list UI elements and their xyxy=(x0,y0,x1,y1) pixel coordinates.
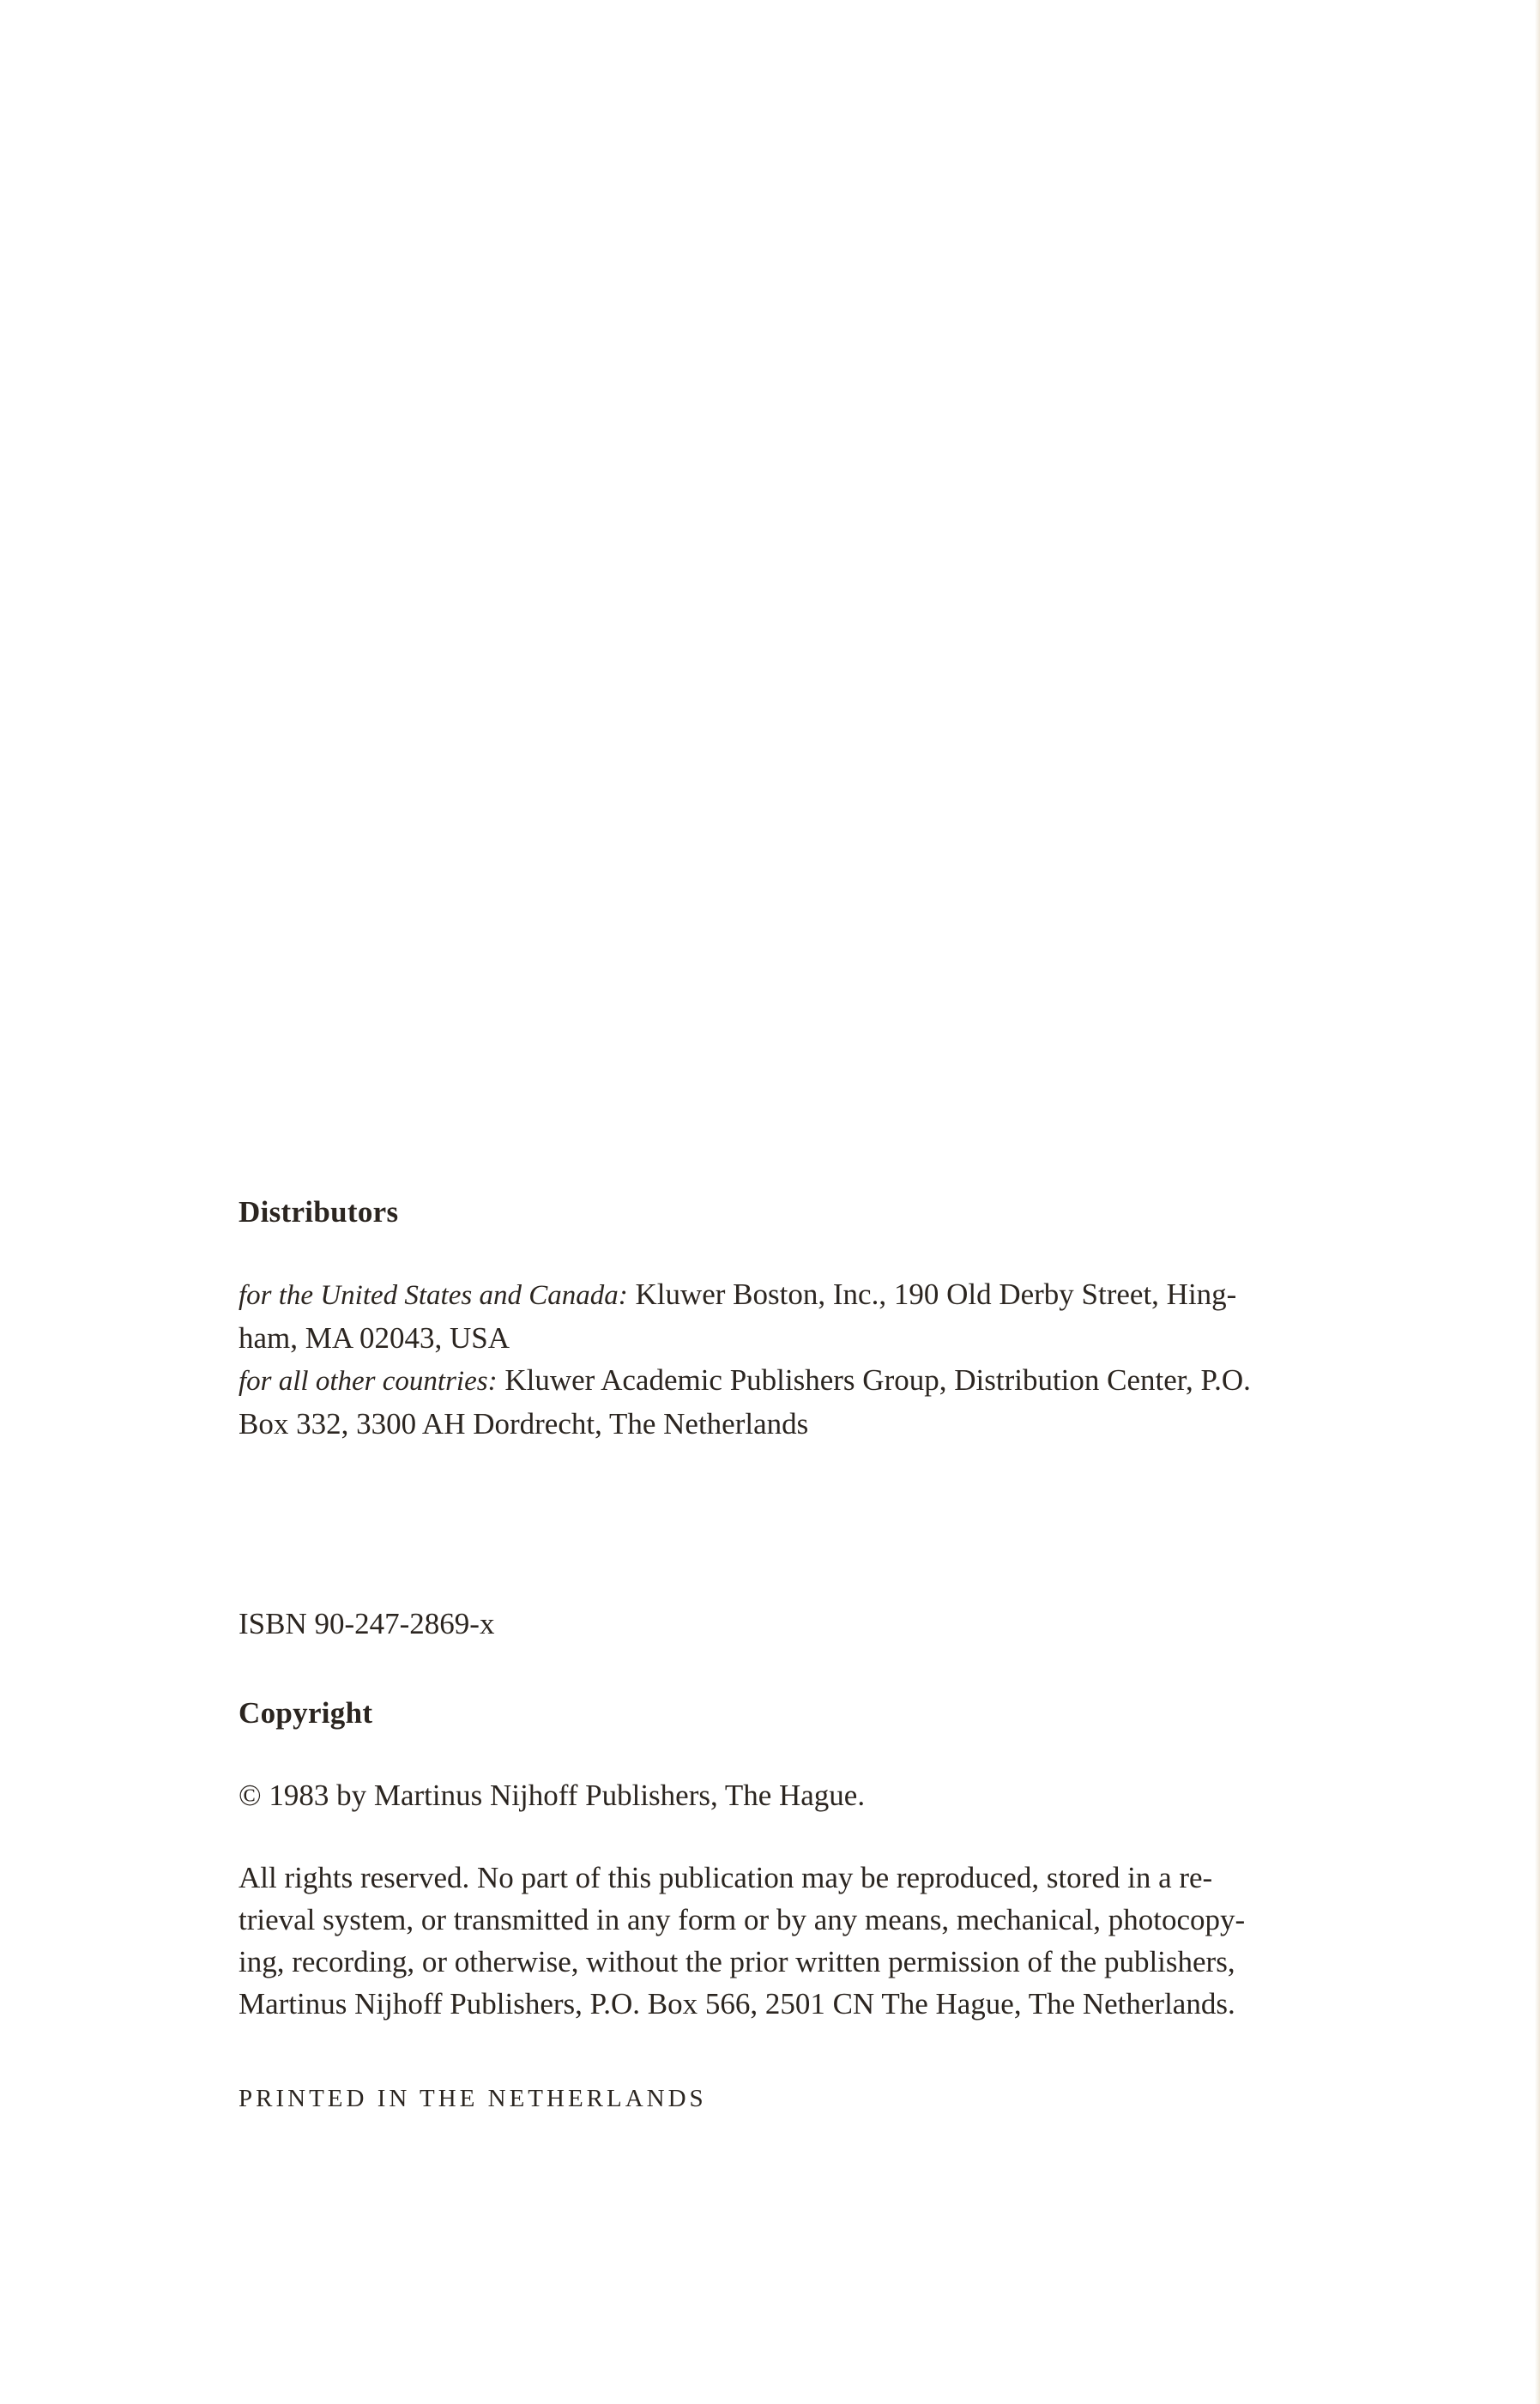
rights-line: Martinus Nijhoff Publishers, P.O. Box 566, 2501 CN The Hague, The Netherlands. xyxy=(239,1987,1235,2020)
us-distributor-text-1: Kluwer Boston, Inc., 190 Old Derby Street, Hing- xyxy=(627,1278,1237,1311)
other-distributor-line-2: Box 332, 3300 AH Dordrecht, The Netherlands xyxy=(239,1407,809,1441)
distributors-heading: Distributors xyxy=(239,1195,399,1229)
other-distributor-line-1 xyxy=(239,1359,1369,1403)
rights-line: All rights reserved. No part of this publication may be reproduced, stored in a re- xyxy=(239,1861,1213,1894)
us-distributor-label: for the United States and Canada: xyxy=(239,1280,628,1311)
page-edge xyxy=(1535,0,1540,2404)
rights-line: ing, recording, or otherwise, without the prior written permission of the publishers, xyxy=(239,1945,1235,1978)
other-distributor-text-1: Kluwer Academic Publishers Group, Distribution Center, P.O. xyxy=(497,1363,1251,1397)
rights-line: trieval system, or transmitted in any form or by any means, mechanical, photocopy- xyxy=(239,1903,1246,1936)
isbn: ISBN 90-247-2869-x xyxy=(239,1607,495,1640)
printed-in-line: PRINTED IN THE NETHERLANDS xyxy=(239,2085,707,2112)
copyright-heading: Copyright xyxy=(239,1696,373,1730)
rights-statement xyxy=(239,1857,1405,2025)
us-distributor-line-2: ham, MA 02043, USA xyxy=(239,1321,510,1355)
copyright-notice: © 1983 by Martinus Nijhoff Publishers, The Hague. xyxy=(239,1779,866,1812)
us-distributor-line-1 xyxy=(239,1273,1369,1317)
other-distributor-label: for all other countries: xyxy=(239,1366,498,1397)
distributors-block xyxy=(239,1273,1369,1445)
